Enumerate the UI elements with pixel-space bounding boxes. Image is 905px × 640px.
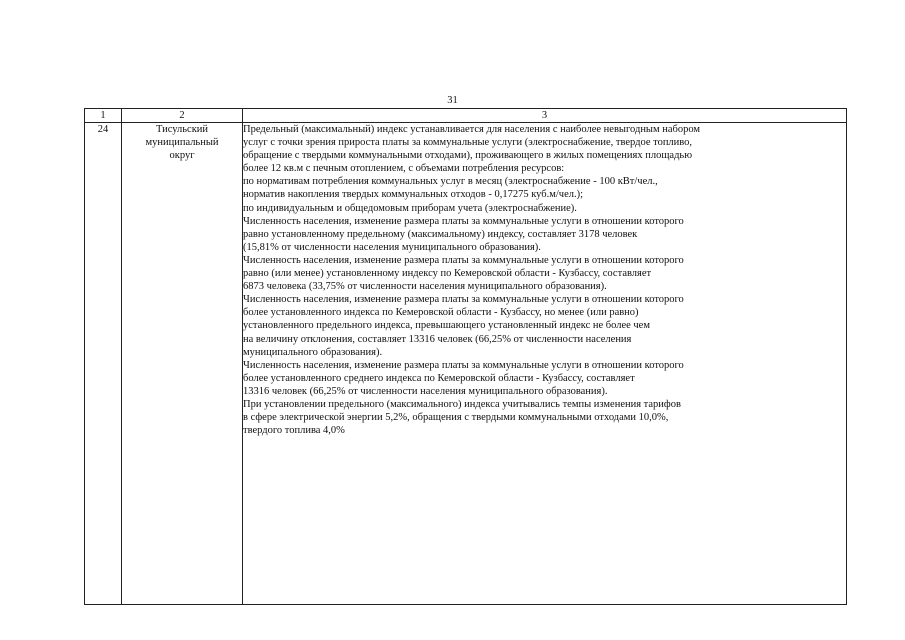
description-line: (15,81% от численности населения муниципального образования).: [243, 241, 541, 253]
description-line: установленного предельного индекса, превышающего установленный индекс не более чем: [243, 320, 650, 332]
row-number-cell: 24: [85, 123, 122, 605]
description-line: Численность населения, изменение размера платы за коммунальные услуги в отношении которого: [243, 215, 684, 227]
description-line: равно установленному предельному (максимальному) индексу, составляет 3178 человек: [243, 228, 638, 240]
description-line: Предельный (максимальный) индекс устанавливается для населения с наиболее невыгодным набором: [243, 124, 701, 135]
description-line: по нормативам потребления коммунальных услуг в месяц (электроснабжение - 100 кВт/чел.,: [243, 176, 658, 188]
description-line: в сфере электрической энергии 5,2%, обращения с твердыми коммунальными отходами 10,0%,: [243, 412, 669, 424]
header-cell-2: 2: [122, 109, 243, 123]
description-line: услуг с точки зрения прироста платы за коммунальные услуги (электроснабжение, твердое топливо,: [243, 137, 693, 149]
description-cell: [243, 123, 847, 605]
description-line: по индивидуальным и общедомовым приборам учета (электроснабжение).: [243, 202, 577, 214]
header-cell-1: 1: [85, 109, 122, 123]
header-cell-3: 3: [243, 109, 847, 123]
description-line: 13316 человек (66,25% от численности населения муниципального образования).: [243, 385, 608, 397]
description-line: 6873 человека (33,75% от численности населения муниципального образования).: [243, 281, 607, 293]
table-header-row: [85, 109, 847, 123]
document-table: [84, 108, 847, 605]
region-name-line: округ: [169, 150, 195, 162]
description-line: более 12 кв.м с печным отоплением, с объемами потребления ресурсов:: [243, 163, 565, 175]
description-line: равно (или менее) установленному индексу по Кемеровской области - Кузбассу, составляет: [243, 268, 652, 280]
description-line: на величину отклонения, составляет 13316 человек (66,25% от численности населения: [243, 333, 632, 345]
description-line: При установлении предельного (максимального) индекса учитывались темпы изменения тарифов: [243, 398, 681, 410]
page-number: 31: [447, 95, 458, 106]
table-row: [85, 123, 847, 605]
description-line: Численность населения, изменение размера платы за коммунальные услуги в отношении которого: [243, 254, 684, 266]
description-line: твердого топлива 4,0%: [243, 425, 345, 437]
region-name-line: Тисульский: [155, 124, 209, 135]
region-name-line: муниципальный: [145, 137, 219, 149]
description-line: муниципального образования).: [243, 346, 383, 358]
description-line: Численность населения, изменение размера платы за коммунальные услуги в отношении которого: [243, 294, 684, 306]
description-line: норматив накопления твердых коммунальных отходов - 0,17275 куб.м/чел.);: [243, 189, 584, 201]
description-line: более установленного среднего индекса по Кемеровской области - Кузбассу, составляет: [243, 372, 635, 384]
description-line: более установленного индекса по Кемеровской области - Кузбассу, но менее (или равно): [243, 307, 639, 319]
description-line: Численность населения, изменение размера платы за коммунальные услуги в отношении которого: [243, 359, 684, 371]
region-name-cell: [122, 123, 243, 605]
description-line: обращение с твердыми коммунальными отходами), проживающего в жилых помещениях площадью: [243, 150, 693, 162]
